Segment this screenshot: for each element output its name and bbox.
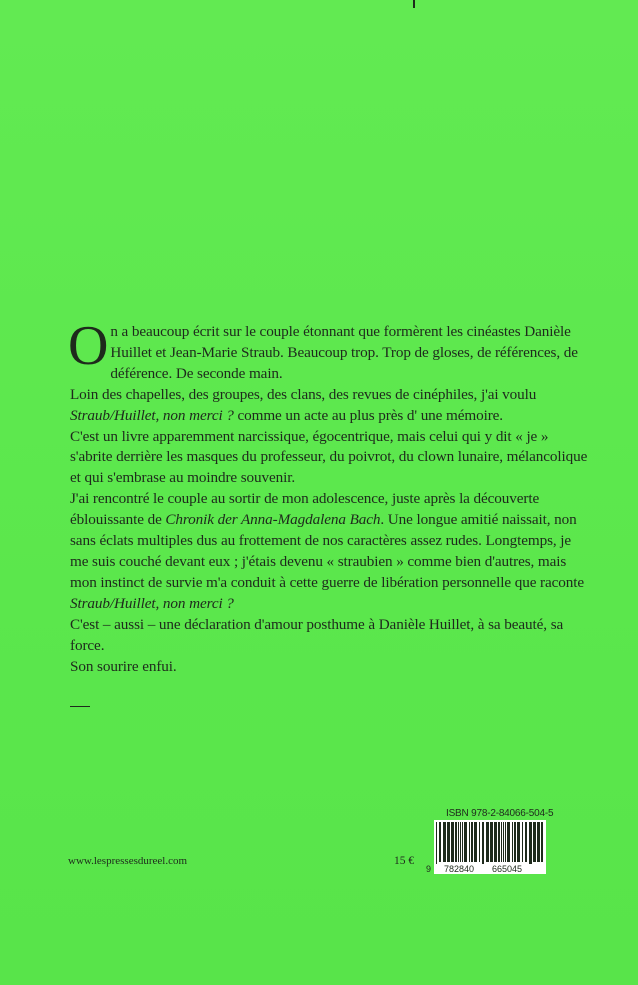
barcode-bar bbox=[522, 822, 523, 862]
isbn-label: ISBN 978-2-84066-504-5 bbox=[446, 808, 554, 819]
barcode-left-digits: 782840 bbox=[444, 864, 475, 874]
paragraph-6: Son sourire enfui. bbox=[70, 657, 177, 675]
barcode-bar bbox=[503, 822, 504, 862]
barcode-bar bbox=[474, 822, 477, 862]
barcode-bar bbox=[439, 822, 441, 862]
blurb-text bbox=[68, 315, 590, 677]
barcode-bar bbox=[451, 822, 454, 862]
barcode-bar bbox=[469, 822, 470, 862]
barcode bbox=[424, 820, 548, 874]
paragraph-5: C'est – aussi – une déclaration d'amour posthume à Danièle Huillet, à sa beauté, sa force. bbox=[70, 615, 564, 654]
publisher-website[interactable]: www.lespressesdureel.com bbox=[68, 855, 188, 867]
barcode-bar bbox=[486, 822, 489, 862]
barcode-bar bbox=[514, 822, 516, 862]
film-title: Chronik der Anna-Magdalena Bach bbox=[165, 511, 381, 529]
barcode-bar bbox=[479, 822, 480, 862]
barcode-bar bbox=[512, 822, 513, 862]
barcode-bar bbox=[494, 822, 497, 862]
barcode-bar bbox=[507, 822, 510, 862]
price-label: 15 € bbox=[394, 855, 415, 867]
barcode-bar bbox=[505, 822, 506, 862]
barcode-bar bbox=[498, 822, 500, 862]
divider-rule bbox=[70, 706, 90, 707]
paragraph-2: Loin des chapelles, des groupes, des clans, des revues de cinéphiles, j'ai voulu Straub/Huillet, non merci ? comme un acte au plus près d' une mémoire. bbox=[70, 385, 537, 424]
barcode-bar bbox=[462, 822, 463, 862]
book-title: Straub/Huillet, non merci ? bbox=[70, 406, 234, 424]
barcode-bar bbox=[460, 822, 461, 862]
barcode-bar bbox=[541, 822, 543, 862]
barcode-bar bbox=[533, 822, 536, 862]
barcode-bar bbox=[529, 822, 532, 868]
paragraph-3: C'est un livre apparemment narcissique, égocentrique, mais celui qui y dit « je » s'abrite derrière les masques du professeur, du poivrot, du clown lunaire, mélancolique et qui s'embrase au moindre souvenir. bbox=[70, 427, 588, 487]
barcode-bar bbox=[443, 822, 446, 862]
barcode-bar bbox=[455, 822, 457, 862]
drop-cap: O bbox=[68, 315, 109, 377]
barcode-right-digits: 665045 bbox=[492, 864, 523, 874]
barcode-lead-digit: 9 bbox=[426, 864, 432, 874]
barcode-bar bbox=[490, 822, 493, 862]
barcode-bar bbox=[471, 822, 473, 862]
barcode-bar bbox=[447, 822, 450, 862]
barcode-bar bbox=[436, 822, 437, 868]
book-title: Straub/Huillet, non merci ? bbox=[70, 594, 234, 612]
barcode-bar bbox=[482, 822, 484, 868]
paragraph-4: J'ai rencontré le couple au sortir de mon adolescence, juste après la découverte éblouissante de Chronik der Anna-Magdalena Bach. Une longue amitié naissait, non sans éclats multiples dus au frottement de nos caractères assez rudes. Longtemps, je me suis couché devant eux ; j'étais devenu « straubien » comme bien d'autres, mais mon instinct de survie m'a conduit à cette guerre de libération personnelle que raconte Straub/Huillet, non merci ? bbox=[70, 490, 585, 612]
barcode-bar bbox=[517, 822, 520, 862]
paragraph-1: On a beaucoup écrit sur le couple étonnant que formèrent les cinéastes Danièle Huillet et Jean-Marie Straub. Beaucoup trop. Trop de gloses, de références, de déférence. De seconde main. bbox=[68, 315, 578, 382]
barcode-graphic bbox=[424, 820, 548, 874]
barcode-bar bbox=[464, 822, 467, 862]
barcode-bar bbox=[501, 822, 502, 862]
barcode-bar bbox=[525, 822, 527, 862]
edge-mark bbox=[413, 0, 415, 8]
barcode-bar bbox=[458, 822, 459, 862]
barcode-bar bbox=[537, 822, 540, 862]
